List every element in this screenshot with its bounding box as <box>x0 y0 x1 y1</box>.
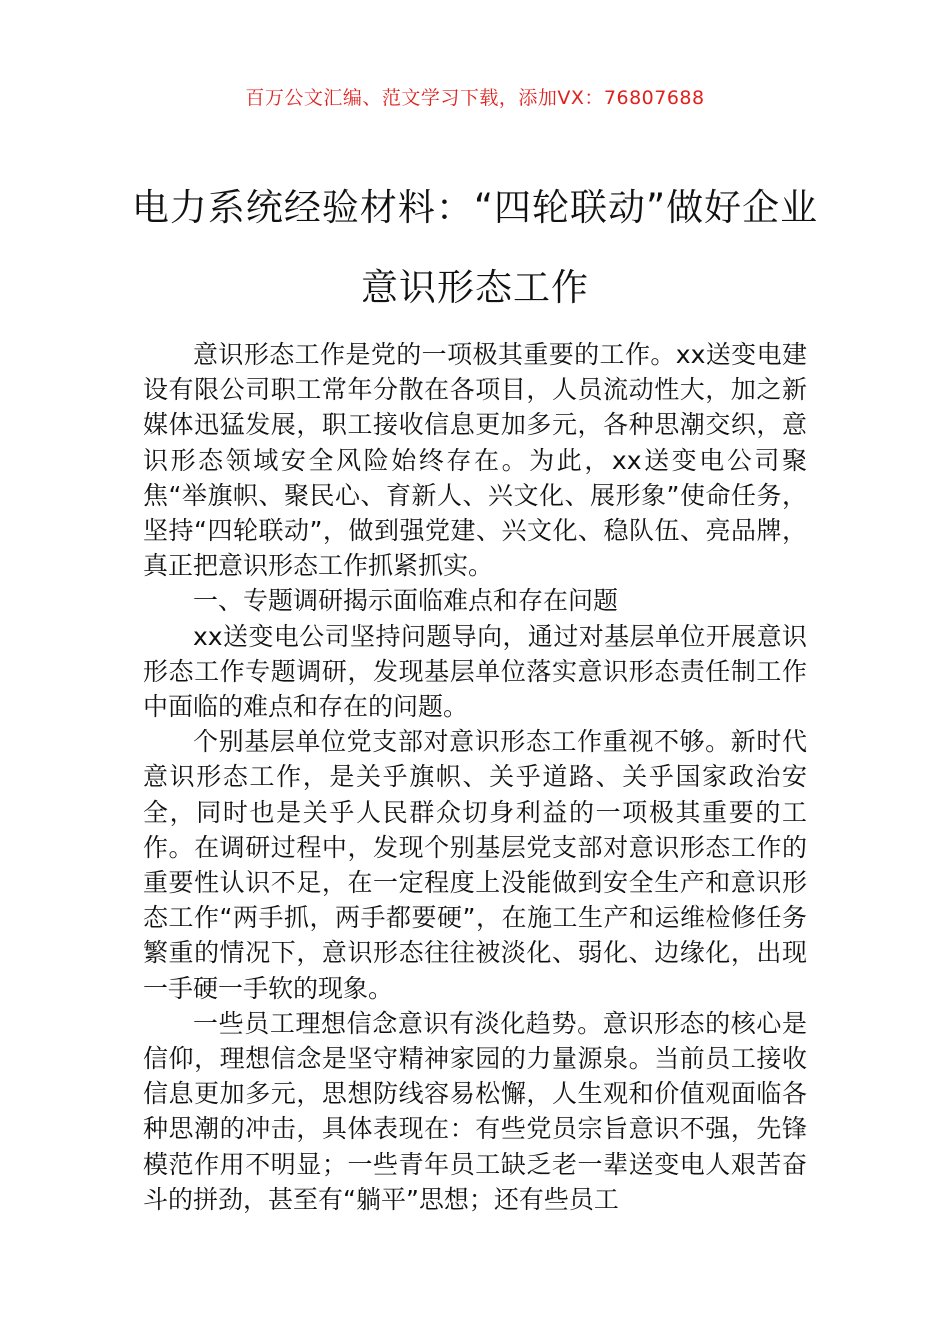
header-note: 百万公文汇编、范文学习下载，添加VX：76807688 <box>245 87 705 109</box>
body-paragraph: 意识形态工作是党的一项极其重要的工作。xx送变电建设有限公司职工常年分散在各项目，人员流动性大，加之新媒体迅猛发展，职工接收信息更加多元，各种思潮交织，意识形态领域安全风险始终存在。为此，xx送变电公司聚焦“举旗帜、聚民心、育新人、兴文化、展形象”使命任务，坚持“四轮联动”，做到强党建、兴文化、稳队伍、亮品牌，真正把意识形态工作抓紧抓实。 <box>143 340 807 581</box>
body-paragraph: xx送变电公司坚持问题导向，通过对基层单位开展意识形态工作专题调研，发现基层单位落实意识形态责任制工作中面临的难点和存在的问题。 <box>143 621 807 722</box>
body-paragraph: 个别基层单位党支部对意识形态工作重视不够。新时代意识形态工作，是关乎旗帜、关乎道路、关乎国家政治安全，同时也是关乎人民群众切身利益的一项极其重要的工作。在调研过程中，发现个别基层党支部对意识形态工作的重要性认识不足，在一定程度上没能做到安全生产和意识形态工作“两手抓，两手都要硬”，在施工生产和运维检修任务繁重的情况下，意识形态往往被淡化、弱化、边缘化，出现一手硬一手软的现象。 <box>143 727 807 1003</box>
document-body <box>143 337 807 1217</box>
body-paragraph: 一些员工理想信念意识有淡化趋势。意识形态的核心是信仰，理想信念是坚守精神家园的力量源泉。当前员工接收信息更加多元，思想防线容易松懈，人生观和价值观面临各种思潮的冲击，具体表现在：有些党员宗旨意识不强，先锋模范作用不明显；一些青年员工缺乏老一辈送变电人艰苦奋斗的拼劲，甚至有“躺平”思想；还有些员工 <box>143 1008 807 1214</box>
document-title: 电力系统经验材料：“四轮联动”做好企业意识形态工作 <box>131 186 819 309</box>
section-heading: 一、专题调研揭示面临难点和存在问题 <box>193 586 619 616</box>
